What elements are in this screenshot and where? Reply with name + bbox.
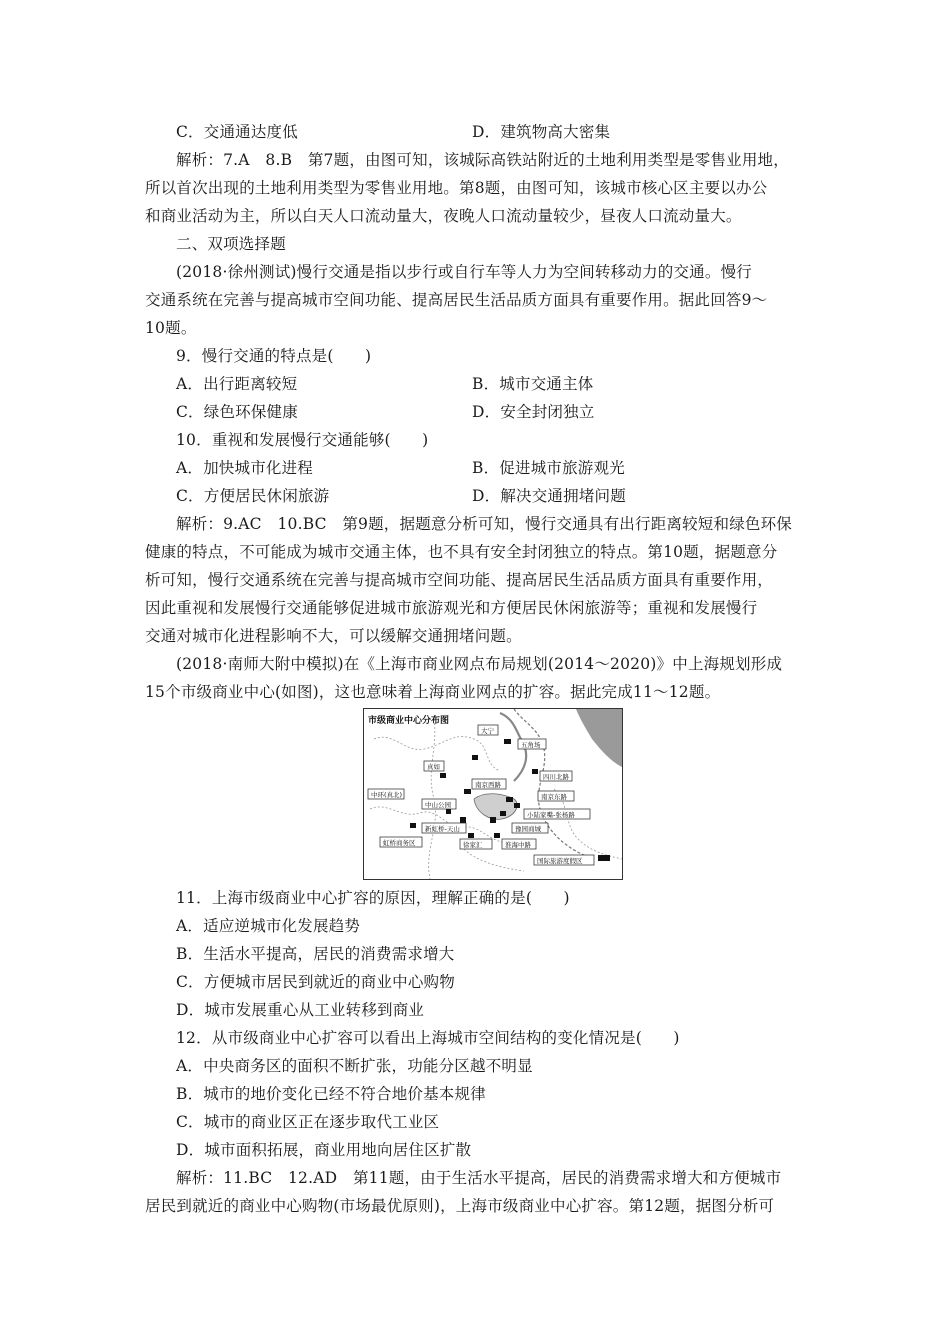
boundary-line bbox=[464, 849, 524, 871]
map-label: 四川北路 bbox=[543, 773, 569, 781]
intro-9-10-line: 交通系统在完善与提高城市空间功能、提高居民生活品质方面具有重要作用。据此回答9～ bbox=[145, 291, 768, 309]
question-12-option-c: C．城市的商业区正在逐步取代工业区 bbox=[176, 1113, 440, 1131]
map-title: 市级商业中心分布图 bbox=[368, 716, 450, 726]
river-line bbox=[514, 709, 594, 859]
answer-9-10-line: 解析：9.AC 10.BC 第9题，据题意分析可知，慢行交通具有出行距离较短和绿色环保 bbox=[176, 515, 792, 533]
map-label: 徐家汇 bbox=[463, 841, 483, 849]
q6-option-d: D．建筑物高大密集 bbox=[472, 123, 611, 141]
sea-area bbox=[576, 709, 622, 767]
map-label: 五角场 bbox=[521, 741, 541, 749]
question-11-option-b: B．生活水平提高，居民的消费需求增大 bbox=[176, 945, 455, 963]
question-12-option-d: D．城市面积拓展，商业用地向居住区扩散 bbox=[176, 1141, 472, 1159]
answer-7-8-line: 和商业活动为主，所以白天人口流动量大，夜晚人口流动量较少，昼夜人口流动量大。 bbox=[145, 207, 742, 225]
question-11-option-a: A．适应逆城市化发展趋势 bbox=[176, 917, 361, 935]
shanghai-commercial-center-map bbox=[363, 708, 623, 880]
section-heading: 二、双项选择题 bbox=[176, 235, 286, 253]
answer-9-10-line: 因此重视和发展慢行交通能够促进城市旅游观光和方便居民休闲旅游等；重视和发展慢行 bbox=[145, 599, 758, 617]
answer-9-10-line: 析可知，慢行交通系统在完善与提高城市空间功能、提高居民生活品质方面具有重要作用， bbox=[145, 571, 774, 589]
question-9-option-b: B．城市交通主体 bbox=[472, 375, 594, 393]
question-11-option-d: D．城市发展重心从工业转移到商业 bbox=[176, 1001, 425, 1019]
map-label: 中环(真北) bbox=[371, 791, 403, 799]
question-9-option-c: C．绿色环保健康 bbox=[176, 403, 298, 421]
question-10-stem: 10．重视和发展慢行交通能够( ) bbox=[176, 431, 429, 449]
answer-9-10-line: 健康的特点，不可能成为城市交通主体，也不具有安全封闭独立的特点。第10题，据题意分 bbox=[145, 543, 778, 561]
question-12-option-b: B．城市的地价变化已经不符合地价基本规律 bbox=[176, 1085, 486, 1103]
intro-11-12-line: (2018·南师大附中模拟)在《上海市商业网点布局规划(2014～2020)》中上海规划形成 bbox=[176, 655, 783, 673]
question-10-option-b: B．促进城市旅游观光 bbox=[472, 459, 625, 477]
map-label: 南京东路 bbox=[541, 793, 567, 801]
question-9-option-a: A．出行距离较短 bbox=[176, 375, 298, 393]
map-label: 淮海中路 bbox=[505, 841, 531, 849]
map-label: 豫园商城 bbox=[515, 825, 541, 833]
answer-11-12-line: 解析：11.BC 12.AD 第11题，由于生活水平提高，居民的消费需求增大和方便城市 bbox=[176, 1169, 782, 1187]
question-9-stem: 9．慢行交通的特点是( ) bbox=[176, 347, 372, 365]
map-label: 南京西路 bbox=[475, 781, 501, 789]
map-label: 小陆家嘴-张杨路 bbox=[527, 811, 575, 819]
map-label: 国际旅游度假区 bbox=[537, 857, 583, 865]
question-11-option-c: C．方便城市居民到就近的商业中心购物 bbox=[176, 973, 455, 991]
map-label: 虹桥商务区 bbox=[383, 839, 416, 847]
question-12-stem: 12．从市级商业中心扩容可以看出上海城市空间结构的变化情况是( ) bbox=[176, 1029, 680, 1047]
map-label: 大宁 bbox=[481, 727, 494, 735]
intro-11-12-line: 15个市级商业中心(如图)，这也意味着上海商业网点的扩容。据此完成11～12题。 bbox=[145, 683, 721, 701]
question-12-option-a: A．中央商务区的面积不断扩张，功能分区越不明显 bbox=[176, 1057, 533, 1075]
intro-9-10-line: 10题。 bbox=[145, 319, 197, 337]
question-10-option-a: A．加快城市化进程 bbox=[176, 459, 313, 477]
answer-11-12-line: 居民到就近的商业中心购物(市场最优原则)，上海市级商业中心扩容。第12题，据图分析可 bbox=[145, 1197, 775, 1215]
question-11-stem: 11．上海市级商业中心扩容的原因，理解正确的是( ) bbox=[176, 889, 570, 907]
answer-7-8-line: 所以首次出现的土地利用类型为零售业用地。第8题，由图可知，该城市核心区主要以办公 bbox=[145, 179, 768, 197]
map-label: 新虹桥-天山 bbox=[425, 825, 460, 833]
intro-9-10-line: (2018·徐州测试)慢行交通是指以步行或自行车等人力为空间转移动力的交通。慢行 bbox=[176, 263, 752, 281]
question-9-option-d: D．安全封闭独立 bbox=[472, 403, 595, 421]
map-label: 中山公园 bbox=[425, 801, 451, 809]
answer-9-10-line: 交通对城市化进程影响不大，可以缓解交通拥堵问题。 bbox=[145, 627, 522, 645]
map-label: 真如 bbox=[427, 763, 440, 771]
question-10-option-c: C．方便居民休闲旅游 bbox=[176, 487, 330, 505]
question-10-option-d: D．解决交通拥堵问题 bbox=[472, 487, 626, 505]
q6-option-c: C．交通通达度低 bbox=[176, 123, 298, 141]
answer-7-8-line: 解析：7.A 8.B 第7题，由图可知，该城际高铁站附近的土地利用类型是零售业用地， bbox=[176, 151, 789, 169]
